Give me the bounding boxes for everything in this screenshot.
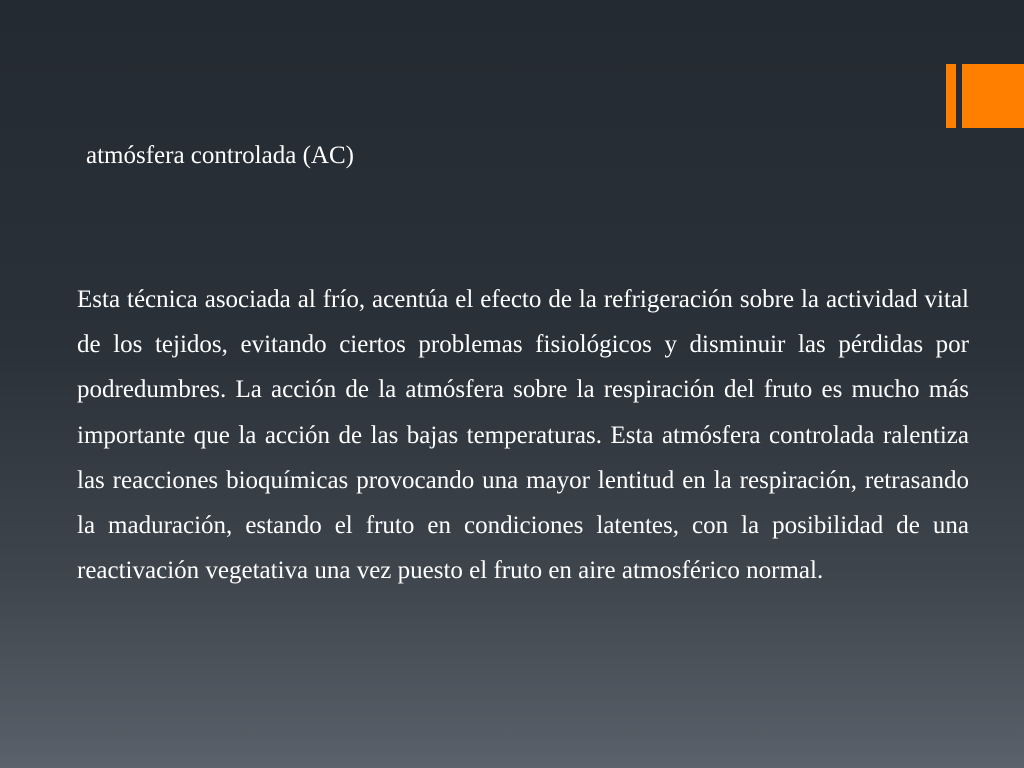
slide-title: atmósfera controlada (AC)	[86, 142, 354, 169]
accent-bar-thick	[962, 64, 1024, 128]
slide-body-text: Esta técnica asociada al frío, acentúa el efecto de la refrigeración sobre la actividad vital de los tejidos, evitando ciertos problemas fisiológicos y disminuir las pérdidas por podredumbres. La acción de la atmósfera sobre la respiración del fruto es mucho más importante que la acción de las bajas temperaturas. Esta atmósfera controlada ralentiza las reacciones bioquímicas provocando una mayor lentitud en la respiración, retrasando la maduración, estando el fruto en condiciones latentes, con la posibilidad de una reactivación vegetativa una vez puesto el fruto en aire atmosférico normal.	[77, 286, 969, 585]
accent-bar-thin	[946, 64, 956, 128]
